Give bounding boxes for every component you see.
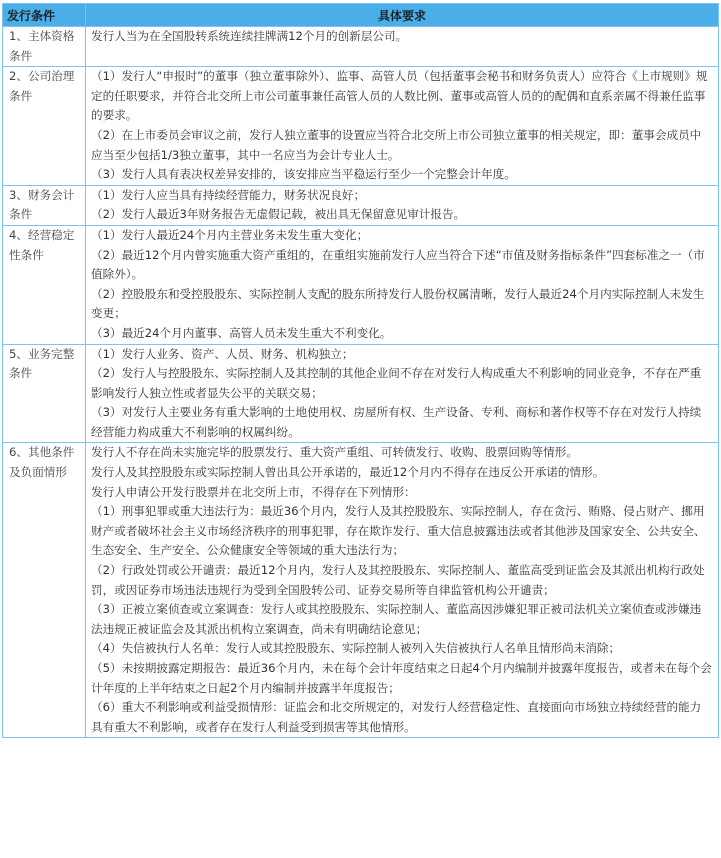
header-condition: 发行条件 (3, 4, 86, 27)
table-row (3, 443, 719, 738)
requirement-item: （2）行政处罚或公开谴责：最近12个月内，发行人及其控股股东、实际控制人、董监高受到证监会及其派出机构行政处罚，或因证券市场违法违规行为受到全国股转公司、证券交易所等自律监管机构公开谴责； (91, 563, 705, 597)
requirement-item: （2）发行人最近3年财务报告无虚假记载，被出具无保留意见审计报告。 (91, 207, 466, 222)
requirement-cell (86, 344, 719, 443)
requirement-cell (86, 443, 719, 738)
requirement-item: （2）发行人与控股股东、实际控制人及其控制的其他企业间不存在对发行人构成重大不利影响的同业竞争，不存在严重影响发行人独立性或者显失公平的关联交易； (91, 366, 702, 400)
condition-cell: 4、经营稳定性条件 (3, 225, 86, 344)
requirement-item: （1）发行人业务、资产、人员、财务、机构独立； (91, 346, 354, 361)
requirement-item: （4）失信被执行人名单：发行人或其控股股东、实际控制人被列入失信被执行人名单且情形尚未消除； (91, 641, 621, 656)
condition-cell: 6、其他条件及负面情形 (3, 443, 86, 738)
requirement-item: （1）发行人最近24个月内主营业务未发生重大变化； (91, 227, 369, 242)
header-requirement: 具体要求 (86, 4, 719, 27)
requirement-cell (86, 225, 719, 344)
requirement-item: （2）最近12个月内曾实施重大资产重组的，在重组实施前发行人应当符合下述“市值及财务指标条件”四套标准之一（市值除外）。 (91, 247, 705, 282)
requirement-item: 发行人申请公开发行股票并在北交所上市，不得存在下列情形： (91, 484, 416, 499)
table-header-row (3, 4, 719, 27)
requirement-item: 发行人不存在尚未实施完毕的股票发行、重大资产重组、可转债发行、收购、股票回购等情形。 (91, 445, 578, 460)
condition-cell: 1、主体资格条件 (3, 27, 86, 67)
table-row (3, 27, 719, 67)
requirement-cell (86, 185, 719, 225)
requirements-table (2, 3, 719, 738)
requirement-cell (86, 27, 719, 67)
requirement-item: （3）正被立案侦查或立案调查：发行人或其控股股东、实际控制人、董监高因涉嫌犯罪正被司法机关立案侦查或涉嫌违法违规正被证监会及其派出机构立案调查，尚未有明确结论意见； (91, 602, 702, 636)
requirement-cell (86, 67, 719, 186)
requirement-item: （1）发行人“申报时”的董事（独立董事除外）、监事、高管人员（包括董事会秘书和财务负责人）应符合《上市规则》规定的任职要求，并符合北交所上市公司董事兼任高管人员的人数比例、董事或高管人员的的配偶和直系亲属不得兼任监事的要求。 (91, 69, 708, 123)
table-row (3, 344, 719, 443)
requirement-item: 发行人当为在全国股转系统连续挂牌满12个月的创新层公司。 (91, 29, 408, 43)
requirement-item: （3）对发行人主要业务有重大影响的土地使用权、房屋所有权、生产设备、专利、商标和著作权等不存在对发行人持续经营能力构成重大不利影响的权属纠纷。 (91, 405, 702, 439)
requirement-item: （3）发行人具有表决权差异安排的，该安排应当平稳运行至少一个完整会计年度。 (91, 167, 516, 182)
condition-cell: 2、公司治理条件 (3, 67, 86, 186)
requirement-item: （2）在上市委员会审议之前，发行人独立董事的设置应当符合北交所上市公司独立董事的相关规定，即：董事会成员中应当至少包括1/3独立董事，其中一名应当为会计专业人士。 (91, 127, 702, 162)
requirement-item: （3）最近24个月内董事、高管人员未发生重大不利变化。 (91, 325, 392, 340)
condition-cell: 5、业务完整条件 (3, 344, 86, 443)
requirement-item: （1）发行人应当具有持续经营能力，财务状况良好； (91, 187, 366, 202)
requirement-item: （1）刑事犯罪或重大违法行为：最近36个月内，发行人及其控股股东、实际控制人，存在贪污、贿赂、侵占财产、挪用财产或者破坏社会主义市场经济秩序的刑事犯罪，存在欺诈发行、重大信息披露违法或者其他涉及国家安全、公共安全、生态安全、生产安全、公众健康安全等领域的重大违法行为； (91, 504, 706, 558)
requirement-item: （6）重大不利影响或利益受损情形：证监会和北交所规定的，对发行人经营稳定性、直接面向市场独立持续经营的能力具有重大不利影响，或者存在发行人利益受到损害等其他情形。 (91, 700, 702, 734)
table-row (3, 185, 719, 225)
requirement-item: 发行人及其控股股东或实际控制人曾出具公开承诺的，最近12个月内不得存在违反公开承诺的情形。 (91, 465, 605, 480)
table-row (3, 225, 719, 344)
condition-cell: 3、财务会计条件 (3, 185, 86, 225)
table-row (3, 67, 719, 186)
requirement-item: （5）未按期披露定期报告：最近36个月内，未在每个会计年度结束之日起4个月内编制并披露年度报告，或者未在每个会计年度的上半年结束之日起2个月内编制并披露半年度报告； (91, 661, 712, 695)
requirement-item: （2）控股股东和受控股股东、实际控制人支配的股东所持发行人股份权属清晰，发行人最近24个月内实际控制人未发生变更； (91, 286, 705, 321)
